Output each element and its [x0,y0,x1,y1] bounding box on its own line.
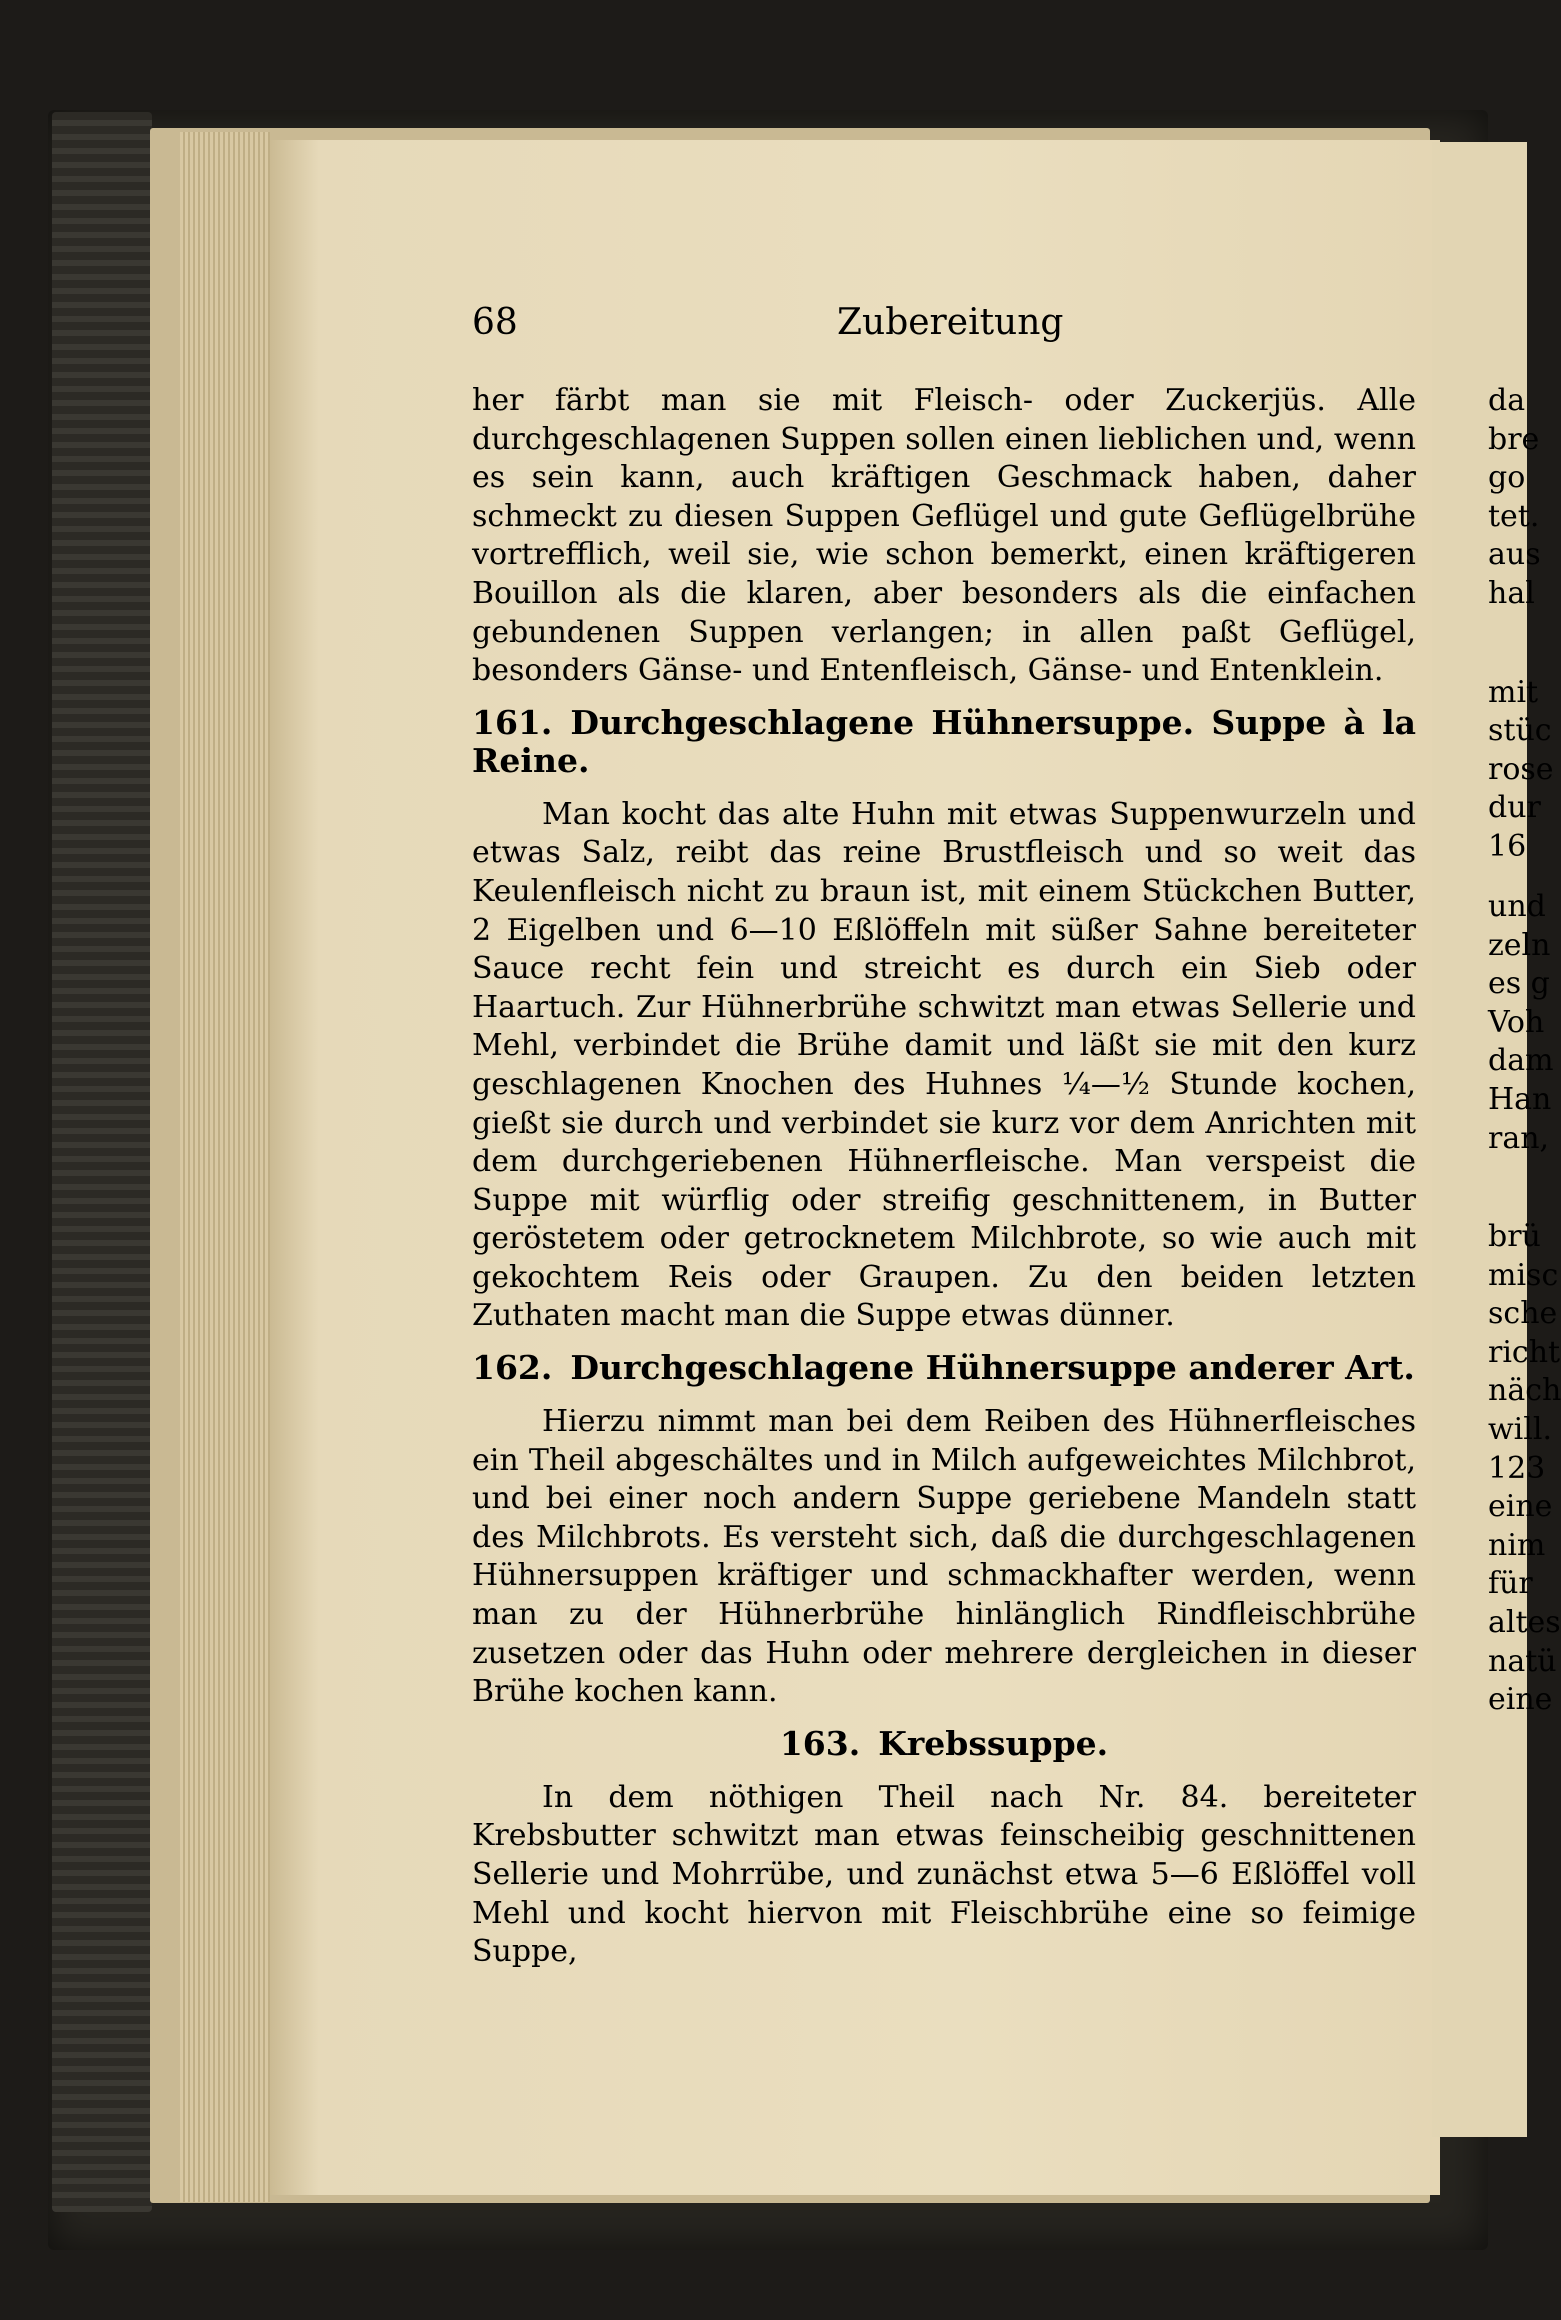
recipe-title: Durchgeschlagene Hühnersuppe anderer Art. [570,1348,1415,1388]
fragment-line: dur [1488,790,1541,826]
fragment-line: eine [1488,1682,1553,1718]
running-title: Zubereitung [837,302,1064,343]
fragment-line: rose [1488,751,1554,787]
recipe-heading-161 [472,704,1416,780]
fragment-line: brü [1488,1219,1541,1255]
recipe-body-161: Man kocht das alte Huhn mit etwas Suppenwurzeln und etwas Salz, reibt das reine Brustfleisch und so weit das Keulenfleisch nicht zu braun ist, mit einem Stückchen Butter, 2 Eigelben und 6—10 Eßlöffeln mit süßer Sahne bereiteter Sauce recht fein und streicht es durch ein Sieb oder Haartuch. Zur Hühnerbrühe schwitzt man etwas Sellerie und Mehl, verbindet die Brühe damit und läßt sie mit den kurz geschlagenen Knochen des Huhnes ¼—½ Stunde kochen, gießt sie durch und verbindet sie kurz vor dem Anrichten mit dem durchgeriebenen Hühnerfleische. Man verspeist die Suppe mit würflig oder streifig geschnittenem, in Butter geröstetem oder getrocknetem Milchbrote, so wie auch mit gekochtem Reis oder Graupen. Zu den beiden letzten Zuthaten macht man die Suppe etwas dünner. [472,796,1416,1334]
fragment-line: sche [1488,1296,1558,1332]
recipe-title: Krebssuppe. [878,1723,1109,1763]
fragment-line: richt [1488,1334,1561,1370]
fragment-line: go [1488,460,1526,496]
recipe-number: 162. [472,1348,553,1388]
running-head [472,302,1416,352]
fragment-line: es g [1488,966,1550,1002]
fragment-line: eine [1488,1489,1553,1525]
fragment-line: bre [1488,421,1540,457]
fragment-line: näch [1488,1373,1561,1409]
fragment-line: Voh [1488,1004,1545,1040]
fragment-line: da [1488,383,1526,418]
book-spine-edge [52,112,152,2212]
fragment-line: tet. [1488,498,1540,534]
page-text [472,382,1416,1972]
fragment-line: für [1488,1566,1533,1602]
fragment-line: 16 [1488,828,1527,864]
fragment-line: Han [1488,1081,1552,1117]
recipe-body-162: Hierzu nimmt man bei dem Reiben des Hühnerfleisches ein Theil abgeschältes und in Milch aufgeweichtes Milchbrot, und bei einer noch andern Suppe geriebene Mandeln statt des Milchbrots. Es versteht sich, daß die durchgeschlagenen Hühnersuppen kräftiger und schmackhafter werden, wenn man zu der Hühnerbrühe hinlänglich Rindfleischbrühe zusetzen oder das Huhn oder mehrere dergleichen in dieser Brühe kochen kann. [472,1404,1416,1710]
fragment-line: natü [1488,1643,1557,1679]
fragment-line: mit [1488,674,1539,710]
fragment-line: 123 [1488,1450,1546,1486]
fragment-line: nim [1488,1527,1546,1563]
recipe-heading-163 [472,1725,1416,1763]
recipe-number: 161. [472,702,553,742]
recipe-title: Durchgeschlagene Hühnersuppe. Suppe à la Reine. [472,702,1416,780]
facing-page-text [1488,382,1561,1720]
recipe-number: 163. [779,1723,861,1763]
fragment-line: ran, [1488,1120,1550,1156]
fragment-line: stüc [1488,713,1552,749]
recipe-body-163: In dem nöthigen Theil nach Nr. 84. bereiteter Krebsbutter schwitzt man etwas feinscheibig geschnittenen Sellerie und Mohrrübe, und zunächst etwa 5—6 Eßlöffel voll Mehl und kocht hiervon mit Fleischbrühe eine so feimige Suppe, [472,1779,1416,1970]
fragment-line: altes [1488,1605,1561,1641]
fragment-line: misc [1488,1257,1559,1293]
fragment-line: zeln [1488,927,1551,963]
fragment-line: und [1488,888,1546,924]
fragment-line [1488,614,1548,674]
recipe-heading-162 [472,1349,1416,1387]
intro-paragraph: her färbt man sie mit Fleisch- oder Zuckerjüs. Alle durchgeschlagenen Suppen sollen einen lieblichen und, wenn es sein kann, auch kräftigen Geschmack haben, daher schmeckt zu diesen Suppen Geflügel und gute Geflügelbrühe vortrefflich, weil sie, wie schon bemerkt, einen kräftigeren Bouillon als die klaren, aber besonders als die einfachen gebundenen Suppen verlangen; in allen paßt Geflügel, besonders Gänse- und Entenfleisch, Gänse- und Entenklein. [472,383,1416,689]
page-number: 68 [472,302,518,343]
page-edges [180,132,270,2202]
fragment-line: will. [1488,1412,1552,1448]
fragment-line [1488,1158,1548,1218]
fragment-line: dam [1488,1043,1554,1079]
fragment-line: aus [1488,537,1541,573]
fragment-line: hal [1488,575,1535,611]
